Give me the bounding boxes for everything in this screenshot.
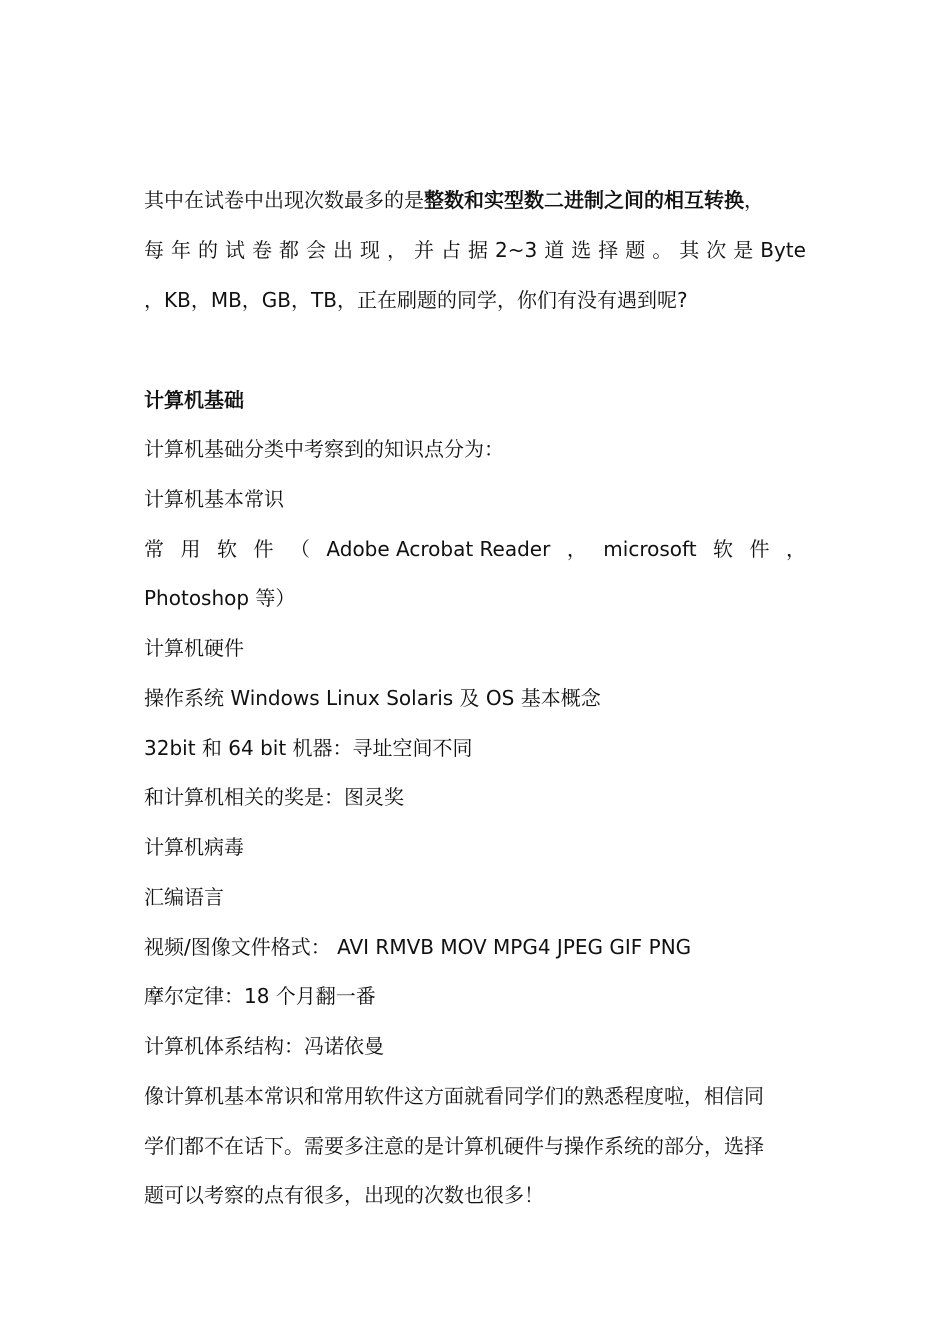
item-basic: 计算机基本常识 <box>144 487 284 511</box>
intro-line-2-token: Byte <box>760 238 806 262</box>
intro-line-2-token: 道 <box>544 238 565 262</box>
intro-line-2-token: 并 <box>414 238 434 262</box>
conclusion-line-1: 像计算机基本常识和常用软件这方面就看同学们的熟悉程度啦，相信同 <box>144 1084 764 1108</box>
item-os: 操作系统 Windows Linux Solaris 及 OS 基本概念 <box>144 686 601 710</box>
item-software-cont: Photoshop 等） <box>144 586 296 610</box>
intro-line-3: ，KB，MB，GB，TB，正在刷题的同学，你们有没有遇到呢? <box>144 288 688 312</box>
intro-line-2-token: 试 <box>225 238 245 262</box>
intro-line-1-text: 其中在试卷中出现次数最多的是 <box>144 188 424 212</box>
item-software-token: 常 <box>144 537 164 561</box>
intro-line-2-token: ， <box>387 238 407 262</box>
intro-line-1 <box>144 186 764 214</box>
item-hardware: 计算机硬件 <box>144 636 244 660</box>
item-bit: 32bit 和 64 bit 机器：寻址空间不同 <box>144 736 473 760</box>
intro-line-2-token: 每 <box>144 238 164 262</box>
item-asm: 汇编语言 <box>144 885 224 909</box>
intro-line-2-token: 卷 <box>252 238 272 262</box>
item-award: 和计算机相关的奖是：图灵奖 <box>144 785 404 809</box>
intro-line-2-token: 都 <box>279 238 299 262</box>
intro-line-1-punct: ， <box>744 188 764 212</box>
item-software-token: 软 <box>713 537 734 561</box>
intro-line-2-token: 是 <box>733 238 754 262</box>
intro-line-2-token: 的 <box>198 238 218 262</box>
intro-line-2-token: 其 <box>679 238 700 262</box>
intro-line-2-token: 年 <box>171 238 191 262</box>
section-heading <box>144 386 244 414</box>
intro-line-2-token: 择 <box>598 238 619 262</box>
intro-line-2-token: 选 <box>571 238 592 262</box>
intro-line-2-token: 出 <box>333 238 353 262</box>
intro-emphasis: 整数和实型数二进制之间的相互转换 <box>424 188 744 212</box>
item-software <box>144 535 806 563</box>
item-software-token: 用 <box>180 537 201 561</box>
item-software-token: ， <box>786 537 806 561</box>
item-formats: 视频/图像文件格式： AVI RMVB MOV MPG4 JPEG GIF PNG <box>144 935 692 959</box>
intro-line-2-token: 占 <box>441 238 461 262</box>
intro-line-2-token: 据 <box>468 238 488 262</box>
item-arch: 计算机体系结构：冯诺依曼 <box>144 1034 384 1058</box>
conclusion-line-3: 题可以考察的点有很多，出现的次数也很多！ <box>144 1183 544 1207</box>
section-heading-text: 计算机基础 <box>144 388 244 412</box>
conclusion-line-2: 学们都不在话下。需要多注意的是计算机硬件与操作系统的部分，选择 <box>144 1134 764 1158</box>
item-moore: 摩尔定律：18 个月翻一番 <box>144 984 376 1008</box>
item-software-token: 件 <box>749 537 770 561</box>
intro-line-2-token: 2~3 <box>495 238 538 262</box>
item-software-token: 软 <box>216 537 237 561</box>
intro-line-2 <box>144 236 806 264</box>
item-software-token: 件 <box>253 537 274 561</box>
item-software-token: （ <box>289 537 310 561</box>
intro-line-2-token: 。 <box>652 238 673 262</box>
section-subtitle: 计算机基础分类中考察到的知识点分为： <box>144 437 504 461</box>
item-software-token: microsoft <box>603 537 697 561</box>
intro-line-2-token: 题 <box>625 238 646 262</box>
item-virus: 计算机病毒 <box>144 835 244 859</box>
intro-line-2-token: 现 <box>360 238 380 262</box>
item-software-token: Adobe Acrobat Reader <box>326 537 551 561</box>
intro-line-2-token: 次 <box>706 238 727 262</box>
item-software-token: ， <box>566 537 587 561</box>
intro-line-2-token: 会 <box>306 238 326 262</box>
